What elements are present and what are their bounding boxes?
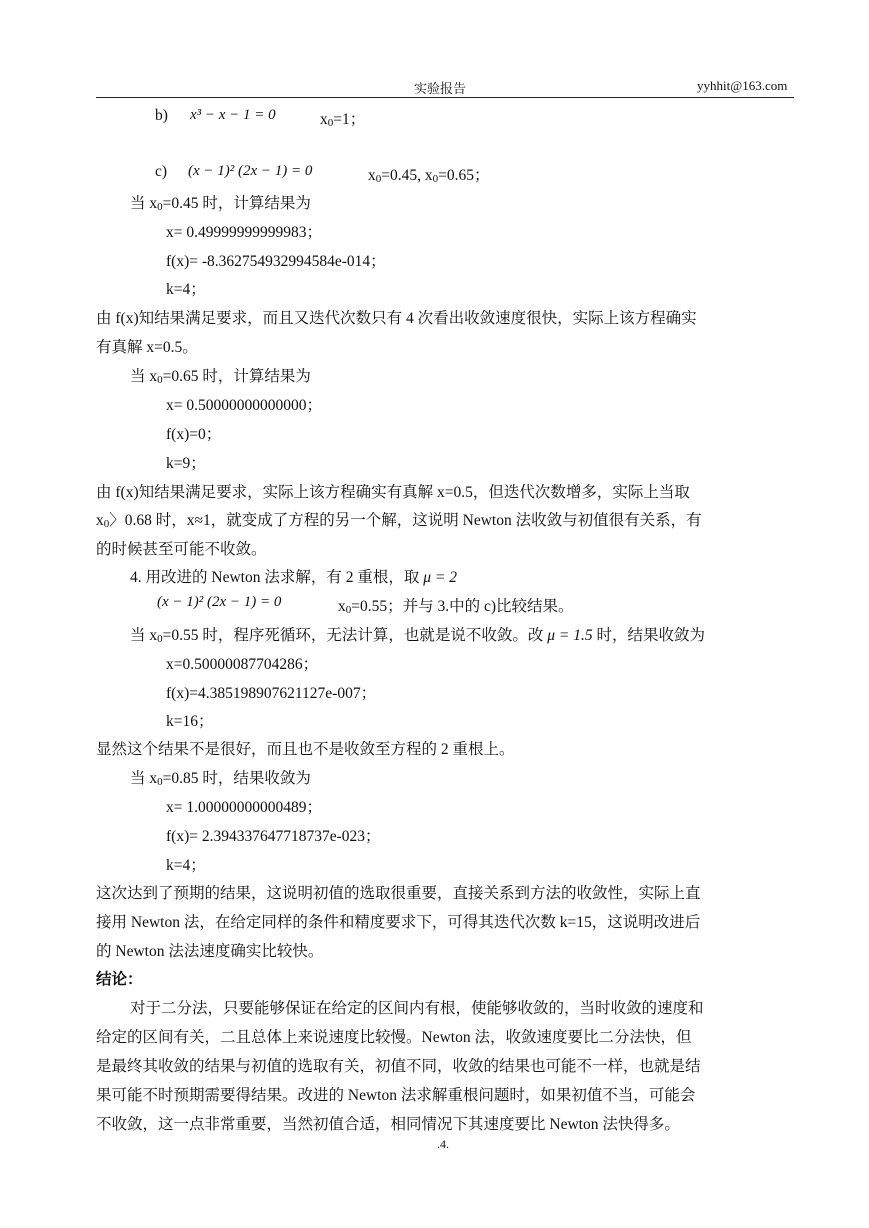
conclusion-line5: 不收敛，这一点非常重要，当然初值合适，相同情况下其速度要比 Newton 法快得多。 [96,1116,680,1133]
sec4-equation: (x − 1)² (2x − 1) = 0 [157,594,282,610]
header-rule [96,97,794,98]
sec4-k: k=16； [166,713,214,730]
case1-k: k=4； [166,281,206,298]
case2-note-line1: 由 f(x)知结果满足要求，实际上该方程确实有真解 x=0.5，但迭代次数增多，实际上当取 [96,484,690,501]
case1-intro: 当 $x_0=0.45$ 时，计算结果为 [130,195,311,213]
page-number: .4. [437,1137,449,1151]
conclusion-line3: 是最终其收敛的结果与初值的选取有关，初值不同，收敛的结果也可能不一样，也就是结 [96,1058,701,1075]
sec4-fx: f(x)=4.385198907621127e-007； [166,685,377,702]
sec4-para-line3: 的 Newton 法法速度确实比较快。 [96,943,324,960]
item-c-label: c) [155,163,168,180]
case1-note-line2: 有真解 x=0.5。 [96,339,198,356]
conclusion-line4: 果可能不时预期需要得结果。改进的 Newton 法求解重根问题时，如果初值不当，可能会 [96,1087,696,1104]
case1-x: x= 0.49999999999983； [166,224,322,241]
item-b-label: b) [155,107,168,124]
sec4-intro2: 当 $x_0=0.85$ 时，结果收敛为 [130,770,311,788]
sec4-title: 4. 用改进的 Newton 法求解，有 2 重根，取 μ = 2 [130,569,457,586]
item-b-equation: x³ − x − 1 = 0 [190,107,276,123]
sec4-fx2: f(x)= 2.394337647718737e-023； [166,828,381,845]
item-c-equation: (x − 1)² (2x − 1) = 0 [188,163,313,179]
case2-intro: 当 $x_0=0.65$ 时，计算结果为 [130,368,311,386]
sec4-para-line1: 这次达到了预期的结果，这说明初值的选取很重要，直接关系到方法的收敛性，实际上直 [96,885,701,902]
sec4-condition: $x_0=0.55$；并与 3.中的 c)比较结果。 [338,598,574,616]
case2-k: k=9； [166,455,206,472]
case1-note-line1: 由 f(x)知结果满足要求，而且又迭代次数只有 4 次看出收敛速度很快，实际上该方程确实 [96,310,697,327]
item-c-condition: $x_0=0.45$, $x_0=0.65$； [368,167,490,185]
case2-x: x= 0.50000000000000； [166,397,322,414]
conclusion-line1: 对于二分法，只要能够保证在给定的区间内有根，使能够收敛的，当时收敛的速度和 [130,1000,704,1017]
sec4-note: 显然这个结果不是很好，而且也不是收敛至方程的 2 重根上。 [96,741,515,758]
conclusion-line2: 给定的区间有关，二且总体上来说速度比较慢。Newton 法，收敛速度要比二分法快，但 [96,1029,692,1046]
case1-fx: f(x)= -8.362754932994584e-014； [166,253,386,270]
case2-note-line2: $x_0$〉0.68 时，x≈1，就变成了方程的另一个解，这说明 Newton 法收敛与初值很有关系，有 [96,512,702,530]
header-title: 实验报告 [414,81,467,96]
sec4-k2: k=4； [166,857,206,874]
header-email: yyhhit@163.com [697,78,788,93]
conclusion-heading: 结论： [96,971,143,988]
item-b-condition: $x_0=1$； [320,111,366,129]
case2-note-line3: 的时候甚至可能不收敛。 [96,541,267,558]
sec4-x2: x= 1.00000000000489； [166,799,322,816]
sec4-x: x=0.50000087704286； [166,656,319,673]
sec4-result-intro: 当 $x_0=0.55$ 时，程序死循环，无法计算，也就是说不收敛。改 μ = 1.5 时，结果收敛为 [130,627,706,645]
case2-fx: f(x)=0； [166,426,222,443]
sec4-para-line2: 接用 Newton 法，在给定同样的条件和精度要求下，可得其迭代次数 k=15，这说明改进后 [96,914,701,931]
